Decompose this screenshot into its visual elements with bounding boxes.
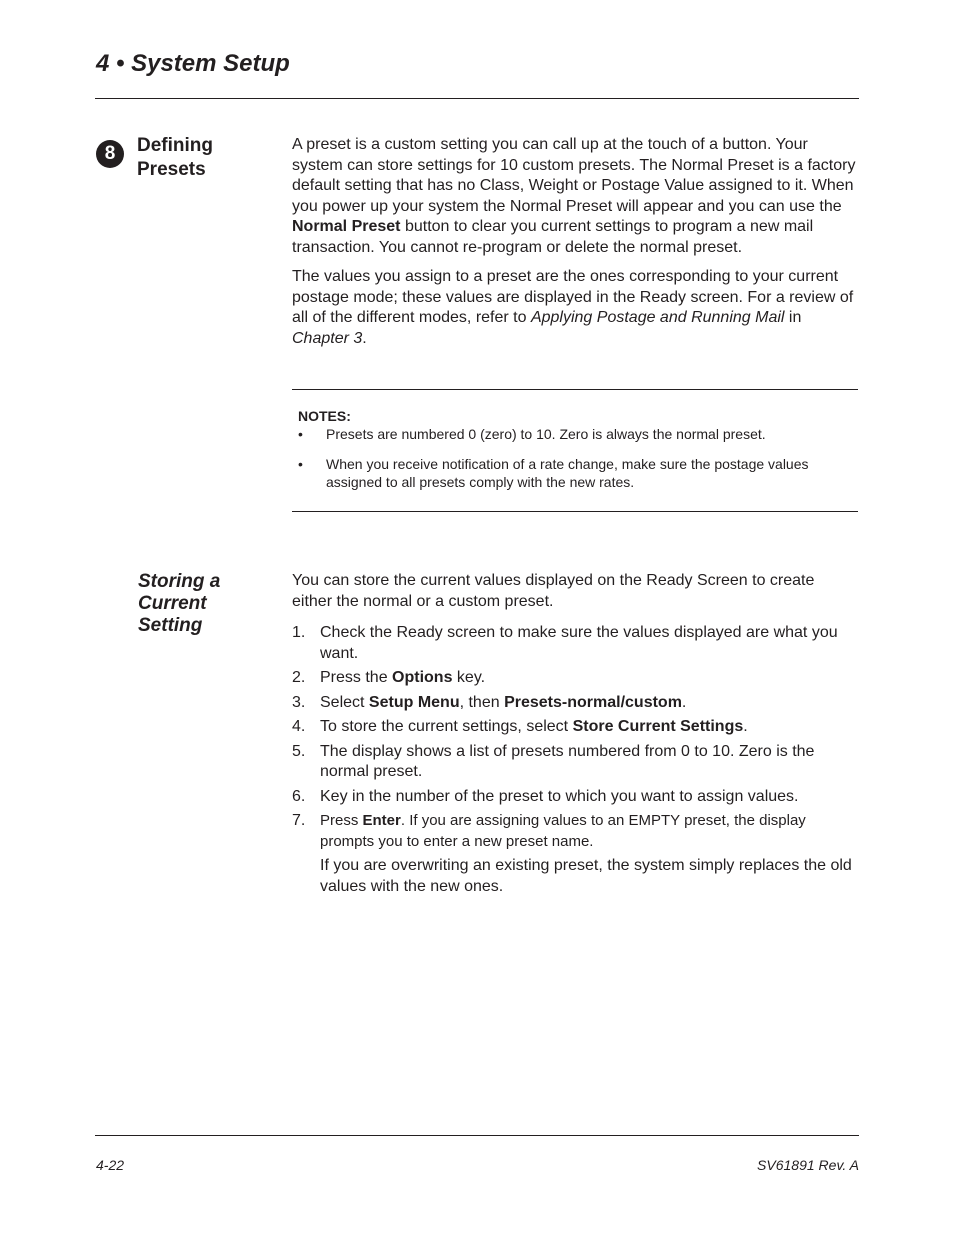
step-item: 4. To store the current settings, select Store Current Settings. (292, 718, 748, 735)
section-heading-storing-current-setting (138, 571, 268, 637)
paragraph: A preset is a custom setting you can call up at the touch of a button. Your system can store settings for 10 custom presets. The Normal Preset is a factory default setting that has no Class, Weight or Postage Value assigned to it. When you power up your system the Normal Preset will appear and you can use the Normal Preset button to clear you current settings to program a new mail transaction. You cannot re-program or delete the normal preset. (292, 136, 856, 256)
header-rule (95, 98, 859, 99)
page-number: 4-22 (96, 1157, 125, 1173)
menu-name: Store Current Settings (572, 718, 744, 735)
heading-line: Setting (138, 615, 203, 636)
heading-line: Presets (137, 159, 206, 180)
document-id: SV61891 Rev. A (757, 1157, 859, 1173)
step-item: 5. The display shows a list of presets numbered from 0 to 10. Zero is the normal preset. (292, 742, 815, 780)
step-item: 2. Press the Options key. (292, 669, 486, 686)
notes-box (298, 407, 838, 503)
key-name: Enter (362, 812, 401, 829)
section-number-badge: 8 (96, 140, 124, 168)
cross-reference: Applying Postage and Running Mail (530, 309, 785, 326)
storing-setting-body (292, 571, 858, 901)
notes-heading: NOTES: (298, 408, 351, 424)
note-item: • When you receive notification of a rate change, make sure the postage values assigned to all presets comply with the new rates. (298, 456, 809, 490)
heading-line: Storing a (138, 571, 221, 592)
key-name: Options (392, 669, 453, 686)
note-item: • Presets are numbered 0 (zero) to 10. Zero is always the normal preset. (298, 426, 766, 442)
section-heading-defining-presets (137, 134, 277, 182)
intro-paragraph: You can store the current values displayed on the Ready Screen to create either the normal or a custom preset. (292, 572, 815, 610)
bullet: • (298, 426, 303, 442)
notes-top-rule (292, 389, 858, 390)
notes-bottom-rule (292, 511, 858, 512)
footer-rule (95, 1135, 859, 1136)
heading-line: Current (138, 593, 207, 614)
defining-presets-body (292, 135, 858, 358)
paragraph: The values you assign to a preset are the ones corresponding to your current postage mode; these values are displayed in the Ready screen. For a review of all of the different modes, refer to Applying Postage and Running Mail in Chapter 3. (292, 268, 854, 347)
step-note: If you are overwriting an existing preset, the system simply replaces the old values with the new ones. (320, 857, 852, 895)
step-item: 1. Check the Ready screen to make sure the values displayed are what you want. (292, 624, 838, 662)
bold-term: Normal Preset (292, 218, 401, 235)
step-item: 3. Select Setup Menu, then Presets-normal/custom. (292, 693, 687, 711)
chapter-reference: Chapter 3 (292, 329, 363, 347)
bullet: • (298, 456, 303, 472)
menu-name: Presets-normal/custom (504, 693, 682, 711)
step-item: 6. Key in the number of the preset to which you want to assign values. (292, 787, 799, 805)
chapter-title: 4 • System Setup (96, 50, 290, 77)
steps-list (292, 623, 858, 897)
menu-name: Setup Menu (368, 693, 460, 711)
heading-line: Defining (137, 135, 213, 156)
notes-list (298, 425, 838, 491)
step-item: 7. Press Enter. If you are assigning values to an EMPTY preset, the display prompts you to enter a new preset name. If you are overwriting an existing preset, the system simply replaces the old values with the new ones. (292, 811, 858, 897)
